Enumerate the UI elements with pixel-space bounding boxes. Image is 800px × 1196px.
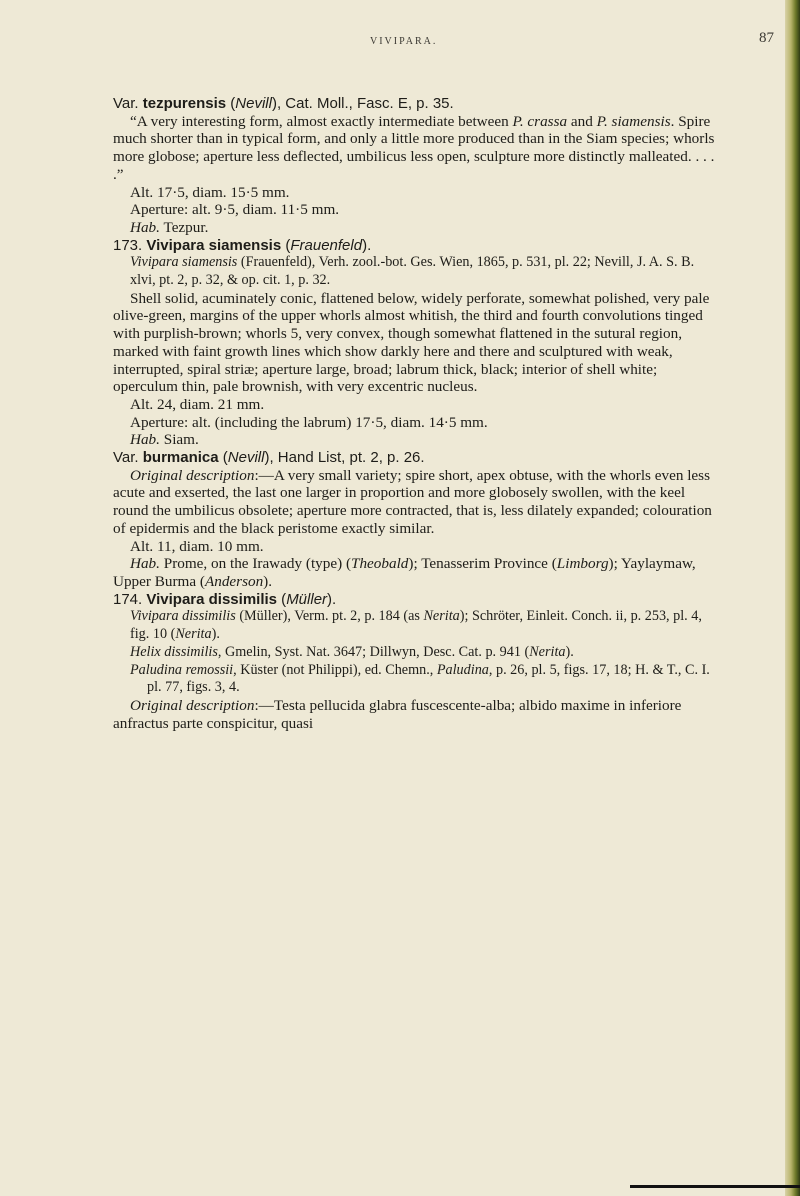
references-dissimilis bbox=[130, 608, 719, 697]
page-binding-edge bbox=[785, 0, 800, 1196]
running-head: VIVIPARA. bbox=[370, 36, 438, 47]
heading-prefix: Var. bbox=[113, 449, 143, 467]
collector-name: Limborg bbox=[556, 555, 609, 573]
ref-taxon: Helix dissimilis bbox=[130, 643, 218, 660]
measure-alt: Alt. 24, diam. 21 mm. bbox=[130, 395, 265, 413]
original-description-burmanica bbox=[113, 467, 719, 538]
species-number: 173. bbox=[113, 236, 143, 254]
habitat bbox=[113, 219, 719, 237]
habitat-label: Hab. bbox=[130, 431, 160, 449]
taxon-name: Vivipara siamensis bbox=[146, 236, 282, 254]
ref-text: ); Schröter, Einleit. Conch. ii, p. 253, pl. 4, fig. 10 ( bbox=[130, 608, 702, 643]
ref-taxon: Nerita bbox=[175, 626, 212, 643]
original-description-label: Original description bbox=[130, 466, 255, 484]
ref-taxon: Vivipara dissimilis bbox=[130, 608, 236, 625]
reference bbox=[130, 254, 719, 289]
original-description-text: :—Testa pellucida glabra fuscescente-alba; albido maxime in inferiore anfractus parte conspicitur, quasi bbox=[113, 696, 682, 732]
heading-siamensis: 173. Vivipara siamensis (Frauenfeld). bbox=[113, 236, 372, 254]
body-text bbox=[113, 95, 719, 732]
habitat-value: Siam. bbox=[159, 431, 199, 449]
taxon-author: Müller bbox=[286, 590, 328, 608]
original-description-dissimilis bbox=[113, 697, 719, 732]
measure-alt: Alt. 11, diam. 10 mm. bbox=[130, 537, 264, 555]
reference bbox=[130, 608, 719, 643]
habitat-text: Prome, on the Irawady (type) ( bbox=[159, 555, 351, 573]
habitat bbox=[113, 555, 719, 590]
ref-taxon: Paludina remossii bbox=[130, 661, 234, 678]
measure-aperture: Aperture: alt. (including the labrum) 17·5, diam. 14·5 mm. bbox=[130, 413, 488, 431]
habitat-label: Hab. bbox=[130, 218, 160, 236]
measure-alt: Alt. 17·5, diam. 15·5 mm. bbox=[130, 183, 290, 201]
ref-text: , Küster (not Philippi), ed. Chemn., bbox=[233, 661, 437, 678]
ref-taxon: Vivipara siamensis bbox=[130, 254, 238, 271]
quote-text: “A very interesting form, almost exactly intermediate between bbox=[130, 112, 509, 130]
reference bbox=[130, 662, 719, 697]
heading-prefix: Var. bbox=[113, 95, 143, 112]
taxon-author: Frauenfeld bbox=[290, 236, 363, 254]
page-number: 87 bbox=[759, 30, 774, 46]
bottom-rule bbox=[630, 1185, 800, 1188]
quote-text: . Spire much shorter than in typical form, and only a little more produced than in the Siam species; whorls more globose; aperture less deflected, umbilicus less open, sculpture more distinctly malleated. . . . .” bbox=[113, 112, 715, 183]
quote-text: and bbox=[567, 112, 597, 130]
habitat-value: Tezpur. bbox=[159, 218, 209, 236]
reference bbox=[130, 644, 719, 662]
ref-text: ). bbox=[211, 626, 220, 643]
measure-aperture: Aperture: alt. 9·5, diam. 11·5 mm. bbox=[130, 201, 340, 219]
ref-text: (Frauenfeld), Verh. zool.-bot. Ges. Wien, 1865, p. 531, pl. 22; Nevill, J. A. S. B. xlvi, pt. 2, p. 32, & op. cit. 1, p. 32. bbox=[130, 254, 695, 289]
species-name: P. crassa bbox=[512, 112, 568, 130]
quote-tezpurensis bbox=[113, 113, 719, 184]
species-number: 174. bbox=[113, 590, 143, 608]
heading-dissimilis: 174. Vivipara dissimilis (Müller). bbox=[113, 590, 337, 608]
species-name: P. siamensis bbox=[596, 112, 671, 130]
ref-taxon: Paludina bbox=[436, 661, 489, 678]
taxon-author: Nevill bbox=[227, 449, 265, 467]
original-description-label: Original description bbox=[130, 696, 255, 714]
ref-taxon: Nerita bbox=[423, 608, 460, 625]
ref-text: , Gmelin, Syst. Nat. 3647; Dillwyn, Desc. Cat. p. 941 ( bbox=[217, 643, 530, 660]
habitat-label: Hab. bbox=[130, 555, 160, 573]
habitat-text: ); Tenasserim Province ( bbox=[408, 555, 557, 573]
ref-text: , p. 26, pl. 5, figs. 17, 18; H. & T., C. I. pl. 77, figs. 3, 4. bbox=[147, 661, 710, 696]
habitat bbox=[113, 431, 719, 449]
original-description-text: :—A very small variety; spire short, apex obtuse, with the whorls even less acute and exserted, the last one larger in proportion and more globosely swollen, with the keel round the umbilicus obsolete; aperture more contracted, that is, less dilately expanded; colouration of epidermis and the black peristome exactly similar. bbox=[113, 466, 712, 537]
ref-text: (Müller), Verm. pt. 2, p. 184 (as bbox=[235, 608, 424, 625]
ref-text: ). bbox=[565, 643, 574, 660]
taxon-name: tezpurensis bbox=[142, 95, 227, 112]
habitat-text: ). bbox=[263, 572, 273, 590]
taxon-name: Vivipara dissimilis bbox=[146, 590, 278, 608]
references-siamensis bbox=[130, 254, 719, 289]
heading-burmanica: Var. burmanica (Nevill), Hand List, pt. 2, p. 26. bbox=[113, 449, 425, 467]
collector-name: Anderson bbox=[204, 572, 264, 590]
heading-ref: , Cat. Moll., Fasc. E, p. 35. bbox=[276, 95, 454, 112]
taxon-author: Nevill bbox=[235, 95, 272, 112]
description-siamensis: Shell solid, acuminately conic, flattened below, widely perforate, somewhat polished, very pale olive-green, margins of the upper whorls almost whitish, the third and fourth convolutions tinged with purplish-brown; whorls 5, very convex, though somewhat flattened in the sutural region, marked with faint growth lines which show darkly here and there and sculptured with weak, interrupted, spiral striæ; aperture large, broad; labrum thick, black; interior of shell white; operculum thin, pale brownish, with very excentric nucleus. bbox=[113, 289, 710, 396]
habitat-text: ); Yaylaymaw, Upper Burma ( bbox=[113, 555, 696, 590]
heading-tezpurensis: Var. tezpurensis (Nevill), Cat. Moll., Fasc. E, p. 35. bbox=[113, 95, 454, 112]
collector-name: Theobald bbox=[351, 555, 409, 573]
ref-taxon: Nerita bbox=[529, 643, 566, 660]
taxon-name: burmanica bbox=[142, 449, 219, 467]
heading-ref: , Hand List, pt. 2, p. 26. bbox=[269, 449, 425, 467]
